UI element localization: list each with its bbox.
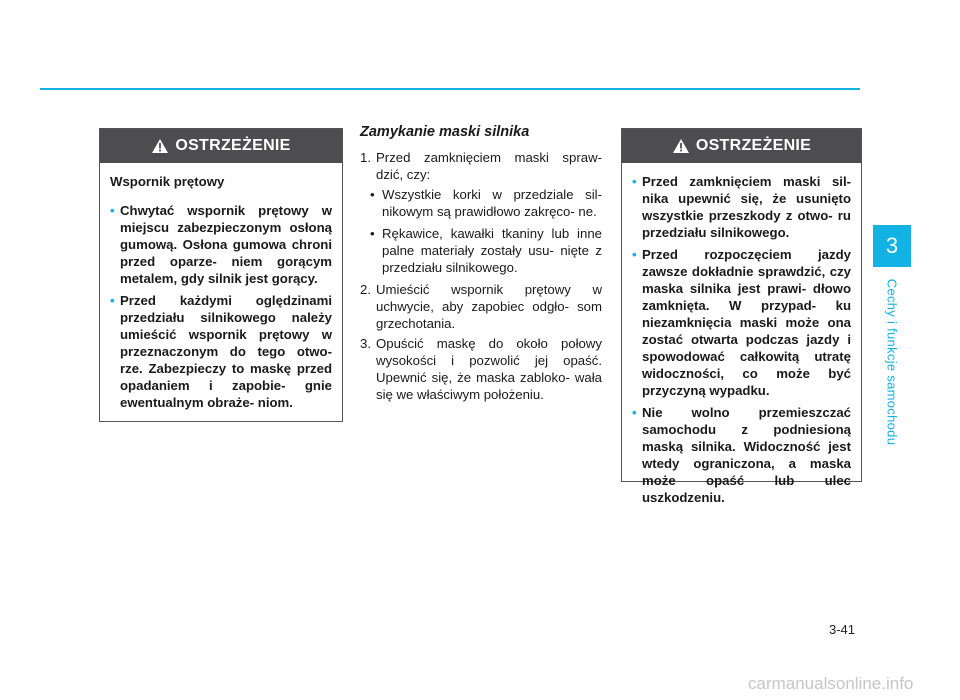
warning-header bbox=[622, 129, 861, 163]
warning-box-right bbox=[621, 128, 862, 505]
bullet-dot-icon: • bbox=[110, 293, 115, 308]
warning-bullet-text: Przed rozpoczęciem jazdy zawsze dokładnie sprawdzić, czy maska silnika jest prawi- dłowo zamknięta. W przypad- ku niezamknięcia maski może ona zostać otwarta podczas jazdy i spowodować całkowitą utratę widoczności, co może być przyczyną wypadku. bbox=[642, 247, 851, 398]
step-item bbox=[360, 149, 602, 183]
section-title: Zamykanie maski silnika bbox=[360, 124, 530, 140]
warning-bullet bbox=[632, 404, 851, 506]
warning-triangle-icon bbox=[672, 138, 690, 154]
warning-bullet bbox=[110, 202, 332, 287]
step-text: Opuścić maskę do około połowy wysokości i pozwolić jej opaść. Upewnić się, że maska zabloko- wała się we właściwym położeniu. bbox=[376, 336, 602, 402]
chapter-number: 3 bbox=[885, 233, 899, 258]
warning-bullet bbox=[632, 173, 851, 241]
warning-triangle-icon bbox=[151, 138, 169, 154]
sub-item bbox=[360, 225, 602, 276]
sub-item-text: Rękawice, kawałki tkaniny lub inne palne materiały zostały usu- nięte z przedziału silnikowego. bbox=[382, 226, 602, 275]
warning-body bbox=[622, 163, 861, 523]
warning-box-left bbox=[99, 128, 343, 422]
step-text: Umieścić wspornik prętowy w uchwycie, aby zapobiec odgło- som grzechotania. bbox=[376, 282, 602, 331]
closing-hood-section bbox=[360, 124, 602, 406]
top-rule bbox=[40, 88, 860, 90]
warning-bullet bbox=[110, 292, 332, 411]
warning-bullet-text: Przed zamknięciem maski sil- nika upewnić się, że usunięto wszystkie przeszkody z otwo- ru przedziału silnikowego. bbox=[642, 174, 851, 240]
step-item bbox=[360, 335, 602, 403]
warning-header bbox=[100, 129, 342, 163]
chapter-label: Cechy i funkcje samochodu bbox=[884, 278, 900, 446]
warning-body bbox=[100, 163, 342, 428]
sub-item bbox=[360, 186, 602, 220]
chapter-tab bbox=[873, 225, 911, 267]
bullet-dot-icon: • bbox=[370, 187, 375, 202]
step-number: 2. bbox=[360, 282, 371, 297]
bullet-dot-icon: • bbox=[370, 226, 375, 241]
warning-bullet-text: Nie wolno przemieszczać samochodu z podniesioną maską silnika. Widoczność jest wtedy ograniczona, a maska może opaść lub ulec uszkodzeniu. bbox=[642, 405, 851, 505]
warning-subtitle: Wspornik prętowy bbox=[110, 174, 225, 189]
warning-heading: OSTRZEŻENIE bbox=[175, 137, 291, 154]
warning-bullet-text: Przed każdymi oględzinami przedziału silnikowego należy umieścić wspornik prętowy w przeznaczonym do tego otwo- rze. Zabezpieczy to maskę przed opadaniem i zapobie- gnie ewentualnym obraże- niom. bbox=[120, 293, 332, 410]
bullet-dot-icon: • bbox=[632, 247, 637, 262]
page-number: 3-41 bbox=[829, 622, 856, 637]
warning-bullet bbox=[632, 246, 851, 399]
bullet-dot-icon: • bbox=[632, 174, 637, 189]
bullet-dot-icon: • bbox=[110, 203, 115, 218]
watermark: carmanualsonline.info bbox=[748, 674, 914, 693]
bullet-dot-icon: • bbox=[632, 405, 637, 420]
step-item bbox=[360, 281, 602, 332]
warning-heading: OSTRZEŻENIE bbox=[695, 137, 812, 154]
step-number: 1. bbox=[360, 150, 371, 165]
sub-item-text: Wszystkie korki w przedziale sil- nikowym są prawidłowo zakręco- ne. bbox=[382, 187, 602, 219]
step-number: 3. bbox=[360, 336, 371, 351]
step-text: Przed zamknięciem maski spraw- dzić, czy: bbox=[376, 150, 602, 182]
warning-bullet-text: Chwytać wspornik prętowy w miejscu zabezpieczonym osłoną gumową. Osłona gumowa chroni przed oparze- niem gorącym metalem, gdy silnik jest gorący. bbox=[120, 203, 332, 286]
